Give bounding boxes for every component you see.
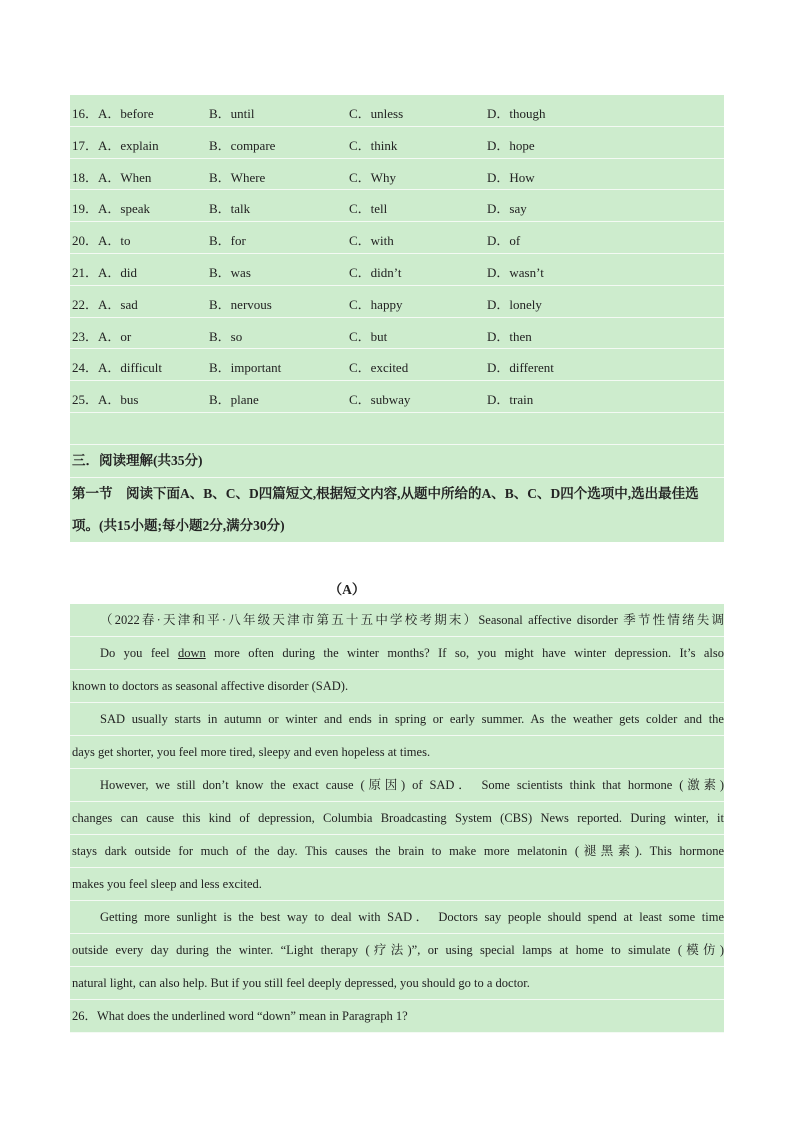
options-table bbox=[70, 95, 724, 413]
option-row bbox=[70, 222, 724, 254]
option-d: D．say bbox=[487, 201, 527, 217]
option-a: 20．A．to bbox=[72, 233, 131, 249]
option-b: B．nervous bbox=[209, 296, 272, 312]
paragraph-4-line-3: natural light, can also help. But if you still feel deeply depressed, you should go to a doctor. bbox=[70, 967, 724, 1000]
section-heading: 三．阅读理解(共35分) bbox=[70, 445, 724, 478]
option-row bbox=[70, 95, 724, 127]
option-a: 22．A．sad bbox=[72, 296, 138, 312]
option-c: C．with bbox=[349, 233, 394, 249]
underlined-word-down: down bbox=[177, 646, 206, 660]
paragraph-3-line-4: makes you feel sleep and less excited. bbox=[70, 868, 724, 901]
paragraph-1-line-1: Do you feel down more often during the winter months? If so, you might have winter depression. It’s also bbox=[70, 637, 724, 670]
option-row bbox=[70, 318, 724, 350]
option-a: 23．A．or bbox=[72, 328, 132, 344]
option-a: 16．A．before bbox=[72, 106, 154, 121]
option-a: 24．A．difficult bbox=[72, 360, 163, 376]
option-d: D．train bbox=[487, 392, 534, 408]
option-row bbox=[70, 159, 724, 191]
option-row bbox=[70, 254, 724, 286]
section-reading bbox=[70, 413, 724, 542]
option-row bbox=[70, 349, 724, 381]
option-d: D．wasn’t bbox=[487, 264, 544, 280]
option-c: C．think bbox=[349, 137, 398, 153]
option-b: B．for bbox=[209, 233, 246, 249]
section-instruction: 第一节 阅读下面A、B、C、D四篇短文,根据短文内容,从题中所给的A、B、C、D四个选项中,选出最佳选项。(共15小题;每小题2分,满分30分) bbox=[72, 486, 699, 533]
question-26: 26．What does the underlined word “down” mean in Paragraph 1? bbox=[70, 1000, 724, 1033]
option-d: D．different bbox=[487, 360, 554, 376]
blank-row bbox=[70, 413, 724, 445]
paragraph-2-line-1: SAD usually starts in autumn or winter and ends in spring or early summer. As the weather gets colder and the bbox=[70, 703, 724, 736]
option-row bbox=[70, 190, 724, 222]
option-d: D．hope bbox=[487, 137, 535, 153]
option-d: D．lonely bbox=[487, 296, 542, 312]
option-row bbox=[70, 286, 724, 318]
passage-title: （A） bbox=[328, 582, 366, 597]
option-d: D．though bbox=[487, 106, 546, 121]
option-a: 18．A．When bbox=[72, 169, 152, 185]
option-b: B．Where bbox=[209, 169, 266, 185]
option-a: 21．A．did bbox=[72, 264, 138, 280]
option-c: C．subway bbox=[349, 392, 411, 408]
option-b: B．so bbox=[209, 328, 243, 344]
option-d: D．then bbox=[487, 328, 532, 344]
option-c: C．excited bbox=[349, 360, 409, 376]
option-b: B．until bbox=[209, 106, 255, 121]
option-d: D．of bbox=[487, 233, 521, 249]
passage-source: （2022春·天津和平·八年级天津市第五十五中学校考期末）Seasonal affective disorder 季节性情绪失调 bbox=[70, 604, 724, 637]
option-b: B．talk bbox=[209, 201, 251, 217]
paragraph-3-line-3: stays dark outside for much of the day. This causes the brain to make more melatonin (褪黑素). This hormone bbox=[70, 835, 724, 868]
option-a: 19．A．speak bbox=[72, 201, 150, 217]
option-b: B．was bbox=[209, 264, 251, 280]
paragraph-4-line-2: outside every day during the winter. “Light therapy (疗法)”, or using special lamps at home to simulate (模仿) bbox=[70, 934, 724, 967]
passage-a bbox=[70, 604, 724, 1033]
option-row bbox=[70, 127, 724, 159]
option-c: C．didn’t bbox=[349, 264, 402, 280]
option-c: C．happy bbox=[349, 296, 403, 312]
option-c: C．Why bbox=[349, 169, 396, 185]
option-d: D．How bbox=[487, 169, 535, 185]
option-b: B．compare bbox=[209, 137, 276, 153]
section-header bbox=[70, 445, 724, 542]
paragraph-1-line-2: known to doctors as seasonal affective disorder (SAD). bbox=[70, 670, 724, 703]
option-b: B．plane bbox=[209, 392, 259, 408]
option-a: 25．A．bus bbox=[72, 392, 139, 408]
option-c: C．unless bbox=[349, 106, 404, 121]
option-b: B．important bbox=[209, 360, 282, 376]
paragraph-2-line-2: days get shorter, you feel more tired, sleepy and even hopeless at times. bbox=[70, 736, 724, 769]
option-row bbox=[70, 381, 724, 413]
paragraph-3-line-1: However, we still don’t know the exact cause (原因) of SAD． Some scientists think that hormone (激素) bbox=[70, 769, 724, 802]
option-c: C．but bbox=[349, 328, 388, 344]
option-c: C．tell bbox=[349, 201, 388, 217]
option-a: 17．A．explain bbox=[72, 137, 159, 153]
paragraph-4-line-1: Getting more sunlight is the best way to deal with SAD． Doctors say people should spend at least some time bbox=[70, 901, 724, 934]
paragraph-3-line-2: changes can cause this kind of depression, Columbia Broadcasting System (CBS) News reported. During winter, it bbox=[70, 802, 724, 835]
